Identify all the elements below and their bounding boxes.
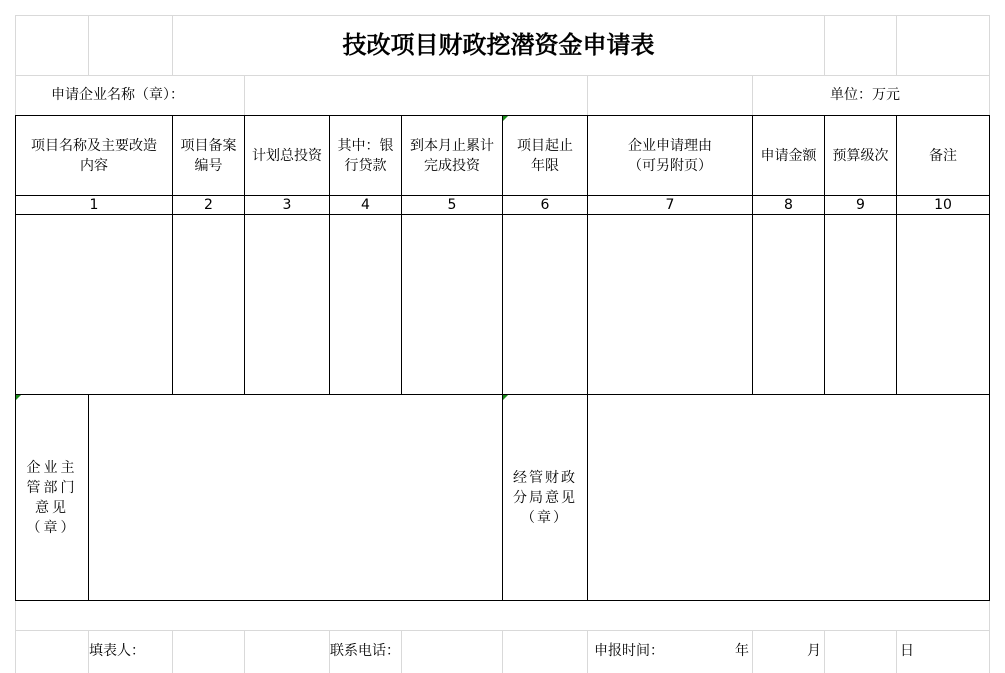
gridline xyxy=(587,630,588,673)
data-cell-application-reason[interactable] xyxy=(588,215,752,394)
report-time-label: 申报时间： xyxy=(594,643,664,659)
gridline xyxy=(587,75,588,115)
data-cell-total-investment[interactable] xyxy=(245,215,329,394)
col-number: 2 xyxy=(204,197,213,213)
col-number: 7 xyxy=(665,197,675,213)
data-cell-remarks[interactable] xyxy=(897,215,989,394)
col-header-filing-number: 项目备案 编号 xyxy=(180,137,237,174)
gridline xyxy=(502,630,503,673)
col-number: 9 xyxy=(856,197,865,213)
gridline xyxy=(15,600,16,673)
col-header-budget-level: 预算级次 xyxy=(832,147,889,164)
gridline xyxy=(824,630,825,673)
col-number: 10 xyxy=(934,197,952,213)
gridline xyxy=(244,630,245,673)
col-number: 5 xyxy=(447,197,457,213)
finance-opinion-label: 经管财政 分局意见 （章） xyxy=(513,469,577,526)
unit-label: 单位：万元 xyxy=(830,87,900,103)
phone-label: 联系电话： xyxy=(330,643,400,659)
data-cell-budget-level[interactable] xyxy=(825,215,896,394)
gridline xyxy=(989,15,990,115)
col-number: 1 xyxy=(89,197,99,213)
col-number: 4 xyxy=(361,197,370,213)
col-header-completed-investment: 到本月止累计 完成投资 xyxy=(410,137,494,174)
gridline xyxy=(752,630,753,673)
data-cell-completed-investment[interactable] xyxy=(402,215,502,394)
gridline xyxy=(989,600,990,673)
dept-opinion-label: 企业主 管部门 意见 （章） xyxy=(26,459,78,536)
filler-label: 填表人： xyxy=(89,643,145,659)
year-label: 年 xyxy=(735,643,749,659)
col-header-application-reason: 企业申请理由 （可另附页） xyxy=(628,137,712,174)
data-cell-filing-number[interactable] xyxy=(173,215,244,394)
data-cell-apply-amount[interactable] xyxy=(753,215,824,394)
gridline xyxy=(896,15,897,75)
data-cell-project-name[interactable] xyxy=(16,215,172,394)
gridline xyxy=(752,75,753,115)
col-number: 3 xyxy=(282,197,292,213)
gridline xyxy=(172,630,173,673)
col-header-bank-loan: 其中：银 行贷款 xyxy=(337,137,394,174)
data-cell-bank-loan[interactable] xyxy=(330,215,401,394)
month-label: 月 xyxy=(807,643,821,659)
dept-opinion-cell[interactable] xyxy=(89,395,502,600)
col-header-project-name: 项目名称及主要改造 内容 xyxy=(31,137,157,174)
col-header-project-period: 项目起止 年限 xyxy=(517,137,573,174)
day-label: 日 xyxy=(900,643,914,659)
col-header-apply-amount: 申请金额 xyxy=(760,147,817,164)
col-number: 8 xyxy=(784,197,793,213)
col-header-total-investment: 计划总投资 xyxy=(252,147,322,164)
company-name-cell[interactable] xyxy=(245,75,587,115)
page-title: 技改项目财政挖潜资金申请表 xyxy=(342,30,655,59)
company-name-label: 申请企业名称（章）： xyxy=(51,87,184,103)
finance-opinion-cell[interactable] xyxy=(588,395,989,600)
data-cell-project-period[interactable] xyxy=(503,215,587,394)
col-header-remarks: 备注 xyxy=(929,147,957,164)
gridline xyxy=(88,15,89,75)
col-number: 6 xyxy=(540,197,550,213)
border xyxy=(989,115,990,601)
